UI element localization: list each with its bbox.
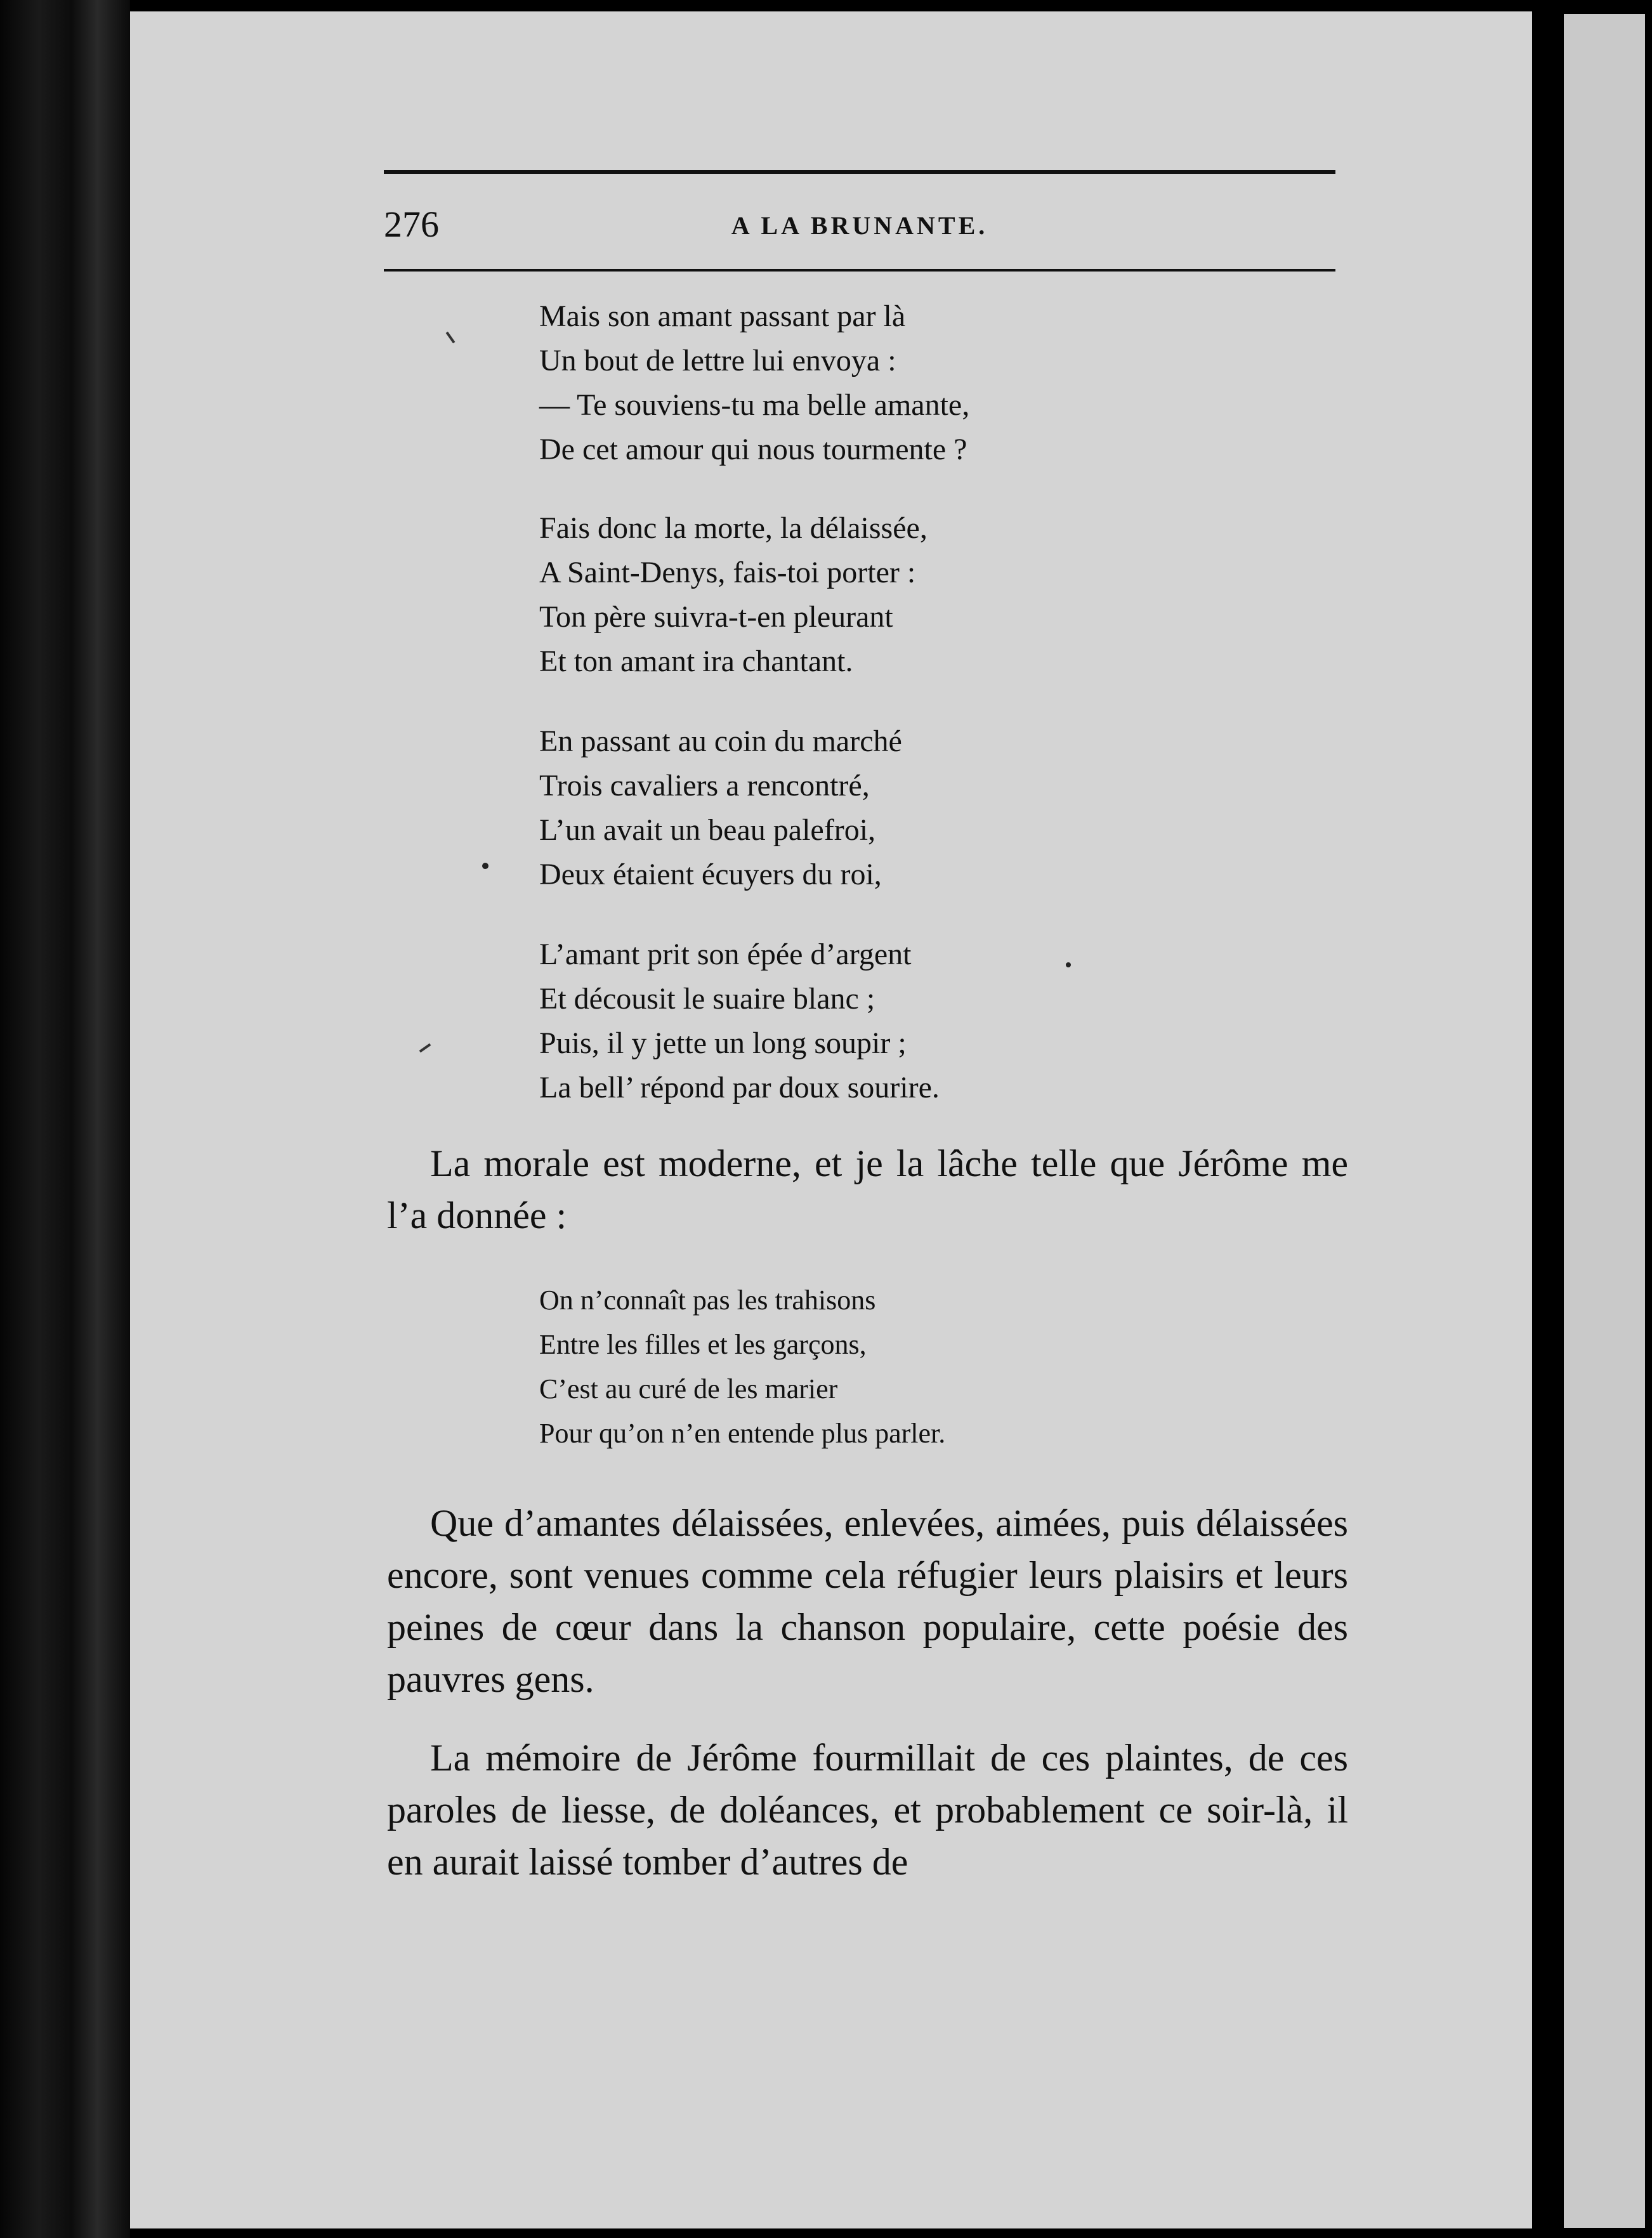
verse-line: L’un avait un beau palefroi, — [539, 813, 876, 847]
running-title: A LA BRUNANTE. — [731, 211, 988, 240]
verse-line: Deux étaient écuyers du roi, — [539, 858, 882, 891]
page-number: 276 — [384, 204, 439, 245]
ink-speck — [482, 863, 488, 869]
header-rule-top — [384, 170, 1335, 174]
verse-line: On n’connaît pas les trahisons — [539, 1285, 876, 1316]
body-paragraph: La morale est moderne, et je la lâche telle que Jérôme me l’a donnée : — [387, 1142, 1348, 1236]
verse-line: Et décousit le suaire blanc ; — [539, 982, 875, 1016]
verse-line: Ton père suivra-t-en pleurant — [539, 600, 893, 634]
verse-line: — Te souviens-tu ma belle amante, — [539, 388, 970, 422]
verse-line: C’est au curé de les marier — [539, 1373, 838, 1404]
song-stanza — [539, 294, 1301, 472]
verse-line: Et ton amant ira chantant. — [539, 645, 853, 678]
verse-line: Fais donc la morte, la délaissée, — [539, 511, 928, 545]
verse-line: Trois cavaliers a rencontré, — [539, 769, 870, 802]
verse-line: Mais son amant passant par là — [539, 299, 906, 333]
verse-line: L’amant prit son épée d’argent — [539, 938, 912, 971]
running-header — [384, 203, 1335, 254]
ink-speck — [1066, 962, 1071, 967]
song-stanza — [539, 719, 1301, 897]
verse-line: Entre les filles et les garçons, — [539, 1329, 867, 1360]
header-rule-bottom — [384, 269, 1335, 272]
body-paragraph: Que d’amantes délaissées, enlevées, aimées, puis délaissées encore, sont venues comme cela réfugier leurs plaisirs et leurs peines de cœur dans la chanson populaire, cette poésie des pauvres gens. — [387, 1502, 1348, 1700]
moral-stanza — [539, 1278, 1301, 1456]
verse-line: Un bout de lettre lui envoya : — [539, 344, 896, 377]
verse-line: En passant au coin du marché — [539, 724, 902, 758]
verse-line: De cet amour qui nous tourmente ? — [539, 433, 967, 466]
song-stanza — [539, 932, 1301, 1110]
verse-line: Pour qu’on n’en entende plus parler. — [539, 1418, 946, 1449]
body-paragraph: La mémoire de Jérôme fourmillait de ces plaintes, de ces paroles de liesse, de doléances, et probablement ce soir-là, il en aurait laissé tomber d’autres de — [387, 1737, 1348, 1883]
facing-page-edge — [1564, 14, 1645, 2228]
song-stanza — [539, 506, 1301, 684]
verse-line: A Saint-Denys, fais-toi porter : — [539, 556, 916, 589]
book-spine-edge — [0, 0, 130, 2238]
verse-line: La bell’ répond par doux sourire. — [539, 1071, 940, 1104]
page-gutter — [1532, 0, 1564, 2238]
verse-line: Puis, il y jette un long soupir ; — [539, 1026, 907, 1060]
